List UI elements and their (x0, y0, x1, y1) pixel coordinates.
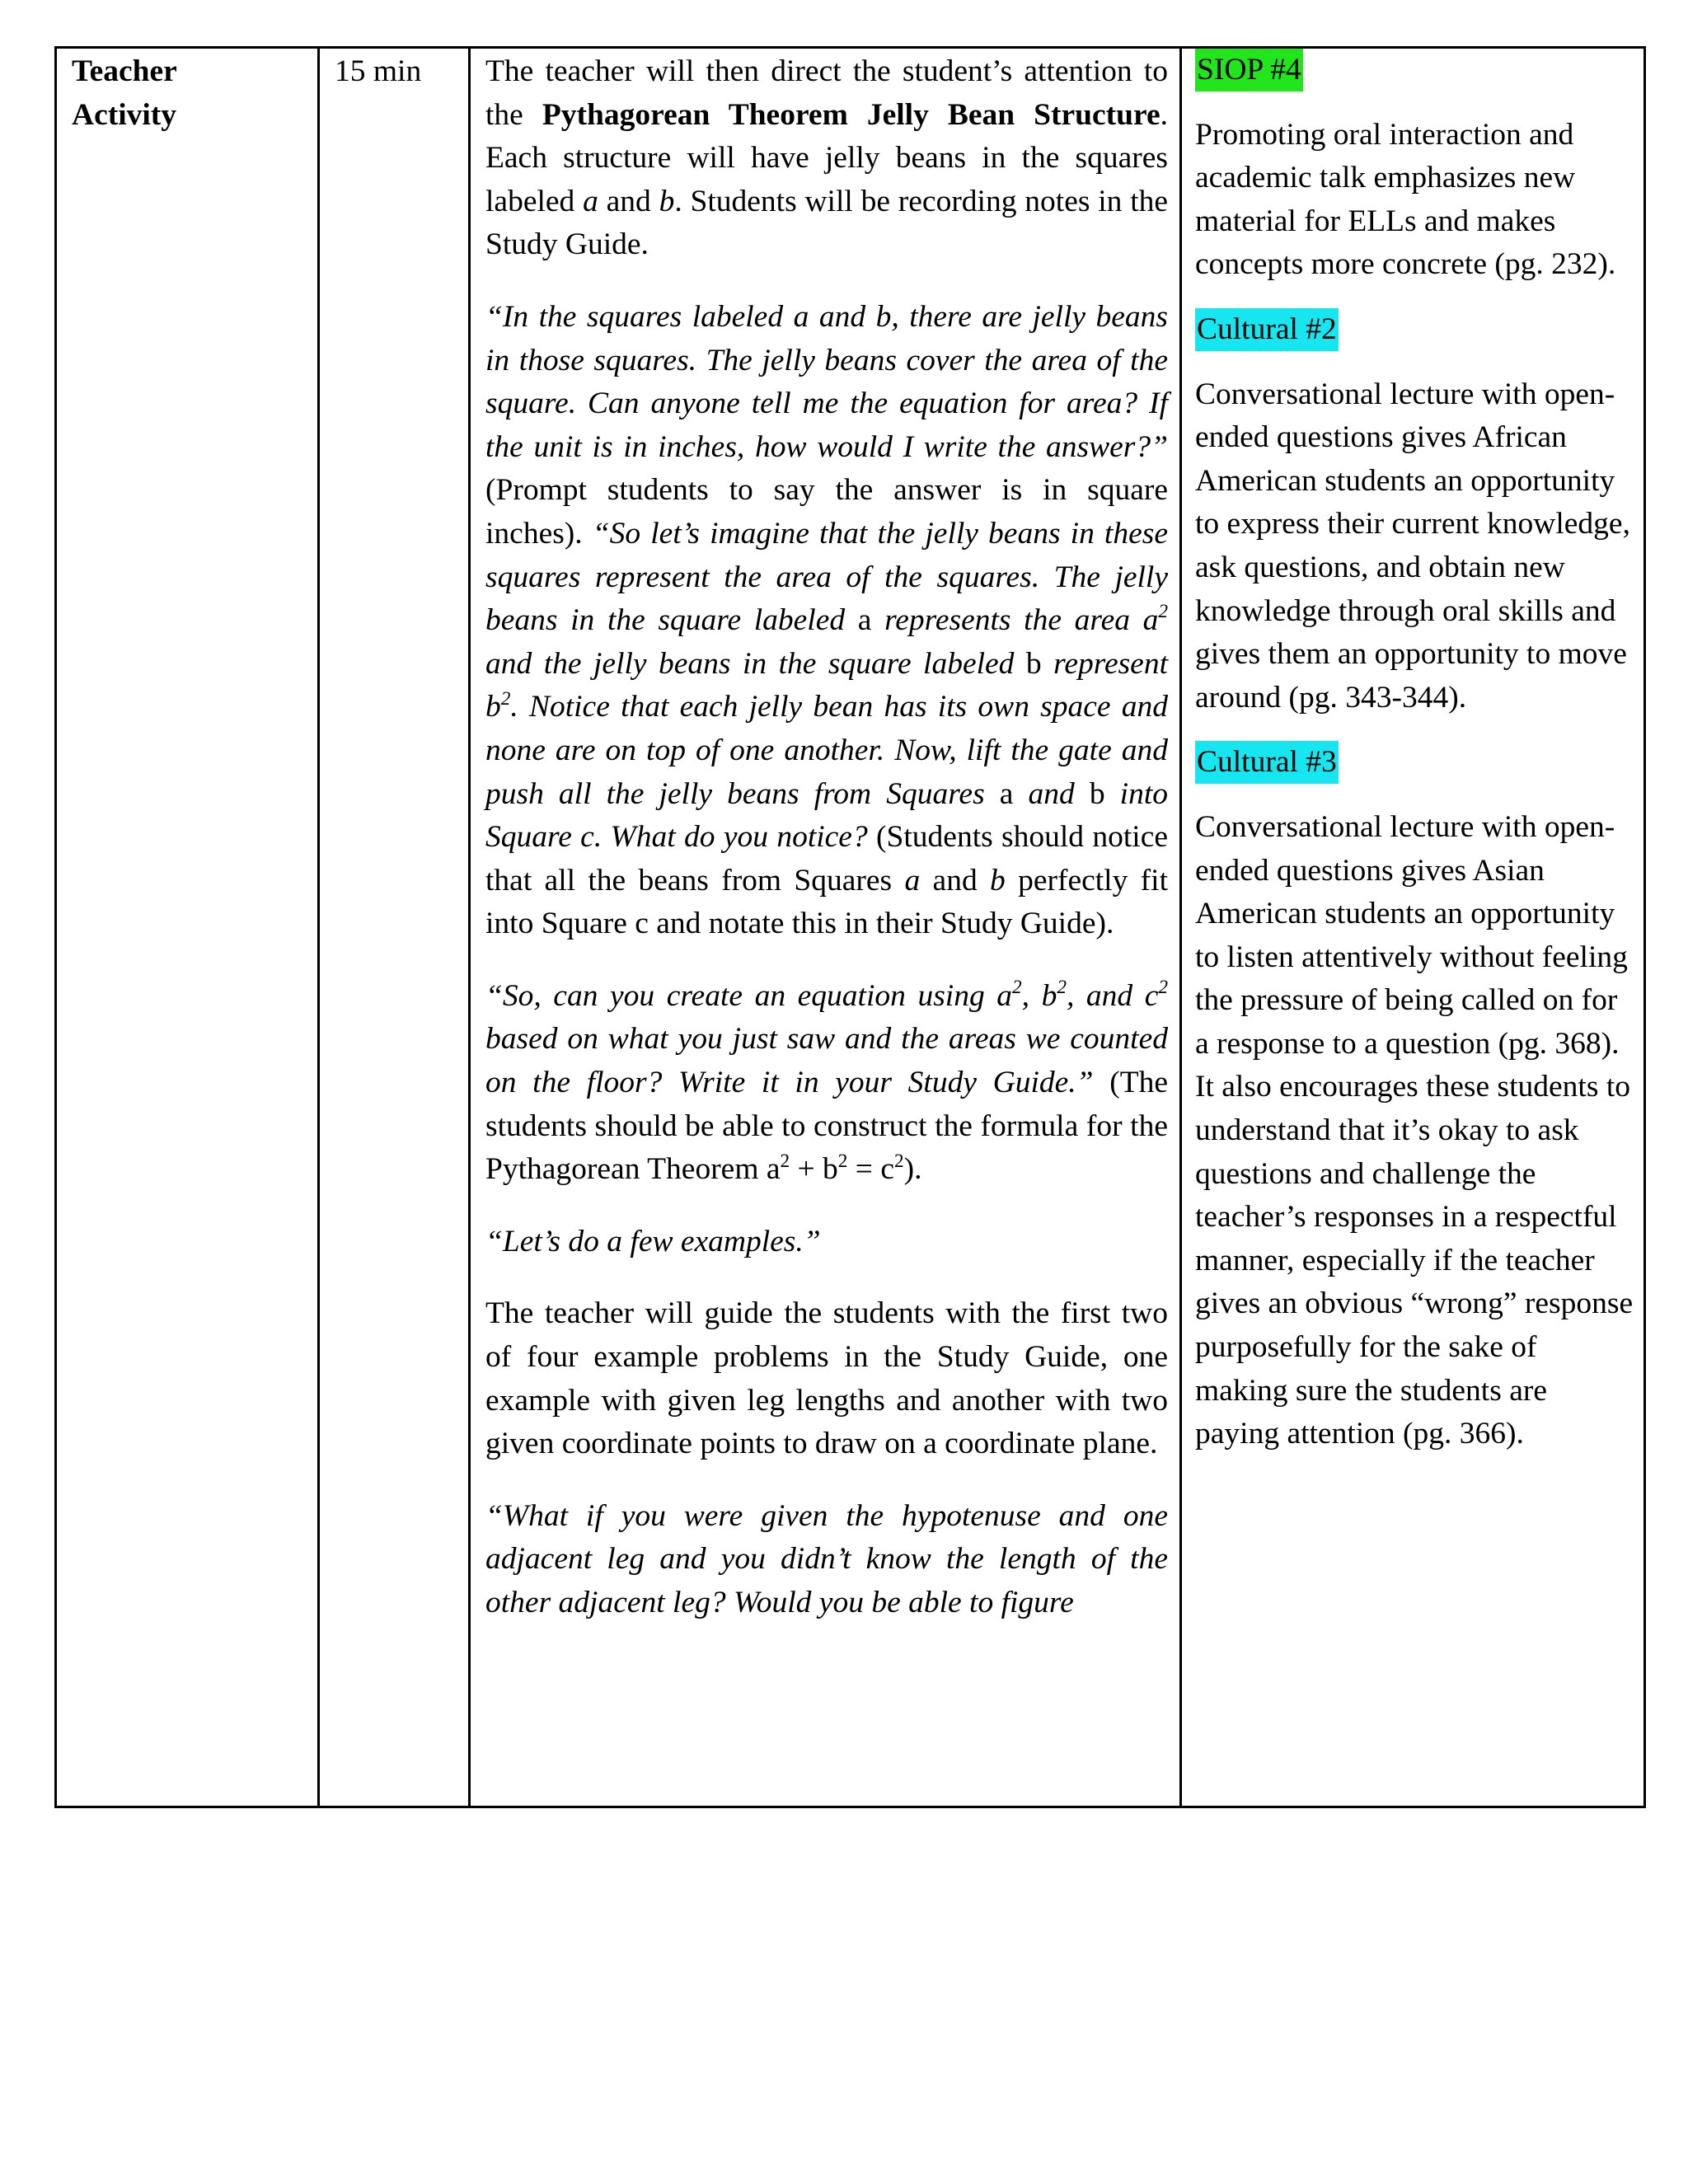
strategy-notes-cell (1181, 48, 1645, 1807)
cultural-2-note-text: Conversational lecture with open-ended questions gives African American students an opportunity to express their current knowledge, ask questions, and obtain new knowledge through oral skills and gives them an opportunity to move around (pg. 343-344). (1195, 377, 1630, 715)
duration-label: 15 min (335, 54, 422, 88)
paragraph-hypotenuse-question: “What if you were given the hypotenuse and one adjacent leg and you didn’t know the length of the other adjacent leg? Would you be able to figure (485, 1498, 1168, 1619)
note-cultural-2 (1195, 308, 1634, 352)
time-cell (319, 48, 470, 1807)
siop-tag: SIOP #4 (1195, 49, 1303, 91)
cultural-3-tag: Cultural #3 (1195, 741, 1339, 784)
note-cultural-3 (1195, 741, 1634, 785)
paragraph-equation: “So, can you create an equation using $a^2$, $b^2$, and $c^2$ based on what you just saw and the areas we counted on the floor? Write it in your Study Guide.” (The students should be able to construct the formula for the Pythagorean Theorem $a^2 + b^2 = c^2$). (485, 977, 1168, 1187)
cultural-3-note-text: Conversational lecture with open-ended questions gives Asian American students an opportunity to listen attentively without feeling the pressure of being called on for a response to a question (pg. 368). It also encourages these students to understand that it’s okay to ask questions and challenge the teacher’s responses in a respectful manner, especially if the teacher gives an obvious “wrong” response purposefully for the sake of making sure the students are paying attention (pg. 366). (1195, 809, 1634, 1451)
siop-note-text: Promoting oral interaction and academic talk emphasizes new material for ELLs and makes concepts more concrete (pg. 232). (1195, 117, 1616, 282)
structure-name: Pythagorean Theorem Jelly Bean Structure (542, 97, 1160, 132)
paragraph-jelly-beans: “In the squares labeled a and b, there are jelly beans in those squares. The jelly beans cover the area of the square. Can anyone tell me the equation for area? If the unit is in inches, how would I write the answer?” (Prompt students to say the answer is in square inches). “So let’s imagine that the jelly beans in these squares represent the area of the squares. The jelly beans in the square labeled a represents the area $a^2$ and the jelly beans in the square labeled b represent $b^2$. Notice that each jelly bean has its own space and none are on top of one another. Now, lift the gate and push all the jelly beans from Squares a and b into Square c. What do you notice? (Students should notice that all the beans from Squares a and b perfectly fit into Square c and notate this in their Study Guide). (485, 299, 1169, 941)
note-siop-4 (1195, 49, 1634, 92)
paragraph-examples-quote: “Let’s do a few examples.” (485, 1224, 821, 1258)
paragraph-guide: The teacher will guide the students with the first two of four example problems in the Study Guide, one example with given leg lengths and another with two given coordinate points to draw on a coordinate plane. (485, 1296, 1168, 1461)
activity-cell (56, 48, 319, 1807)
table-row (56, 48, 1645, 1807)
description-cell (470, 48, 1181, 1807)
cultural-2-tag: Cultural #2 (1195, 308, 1339, 351)
activity-label: Teacher Activity (72, 54, 177, 132)
lesson-plan-table (54, 46, 1646, 1808)
paragraph-intro: The teacher will then direct the student’s attention to the Pythagorean Theorem Jelly Bean Structure. Each structure will have jelly beans in the squares labeled a and b. Students will be recording notes in the Study Guide. (485, 54, 1169, 262)
